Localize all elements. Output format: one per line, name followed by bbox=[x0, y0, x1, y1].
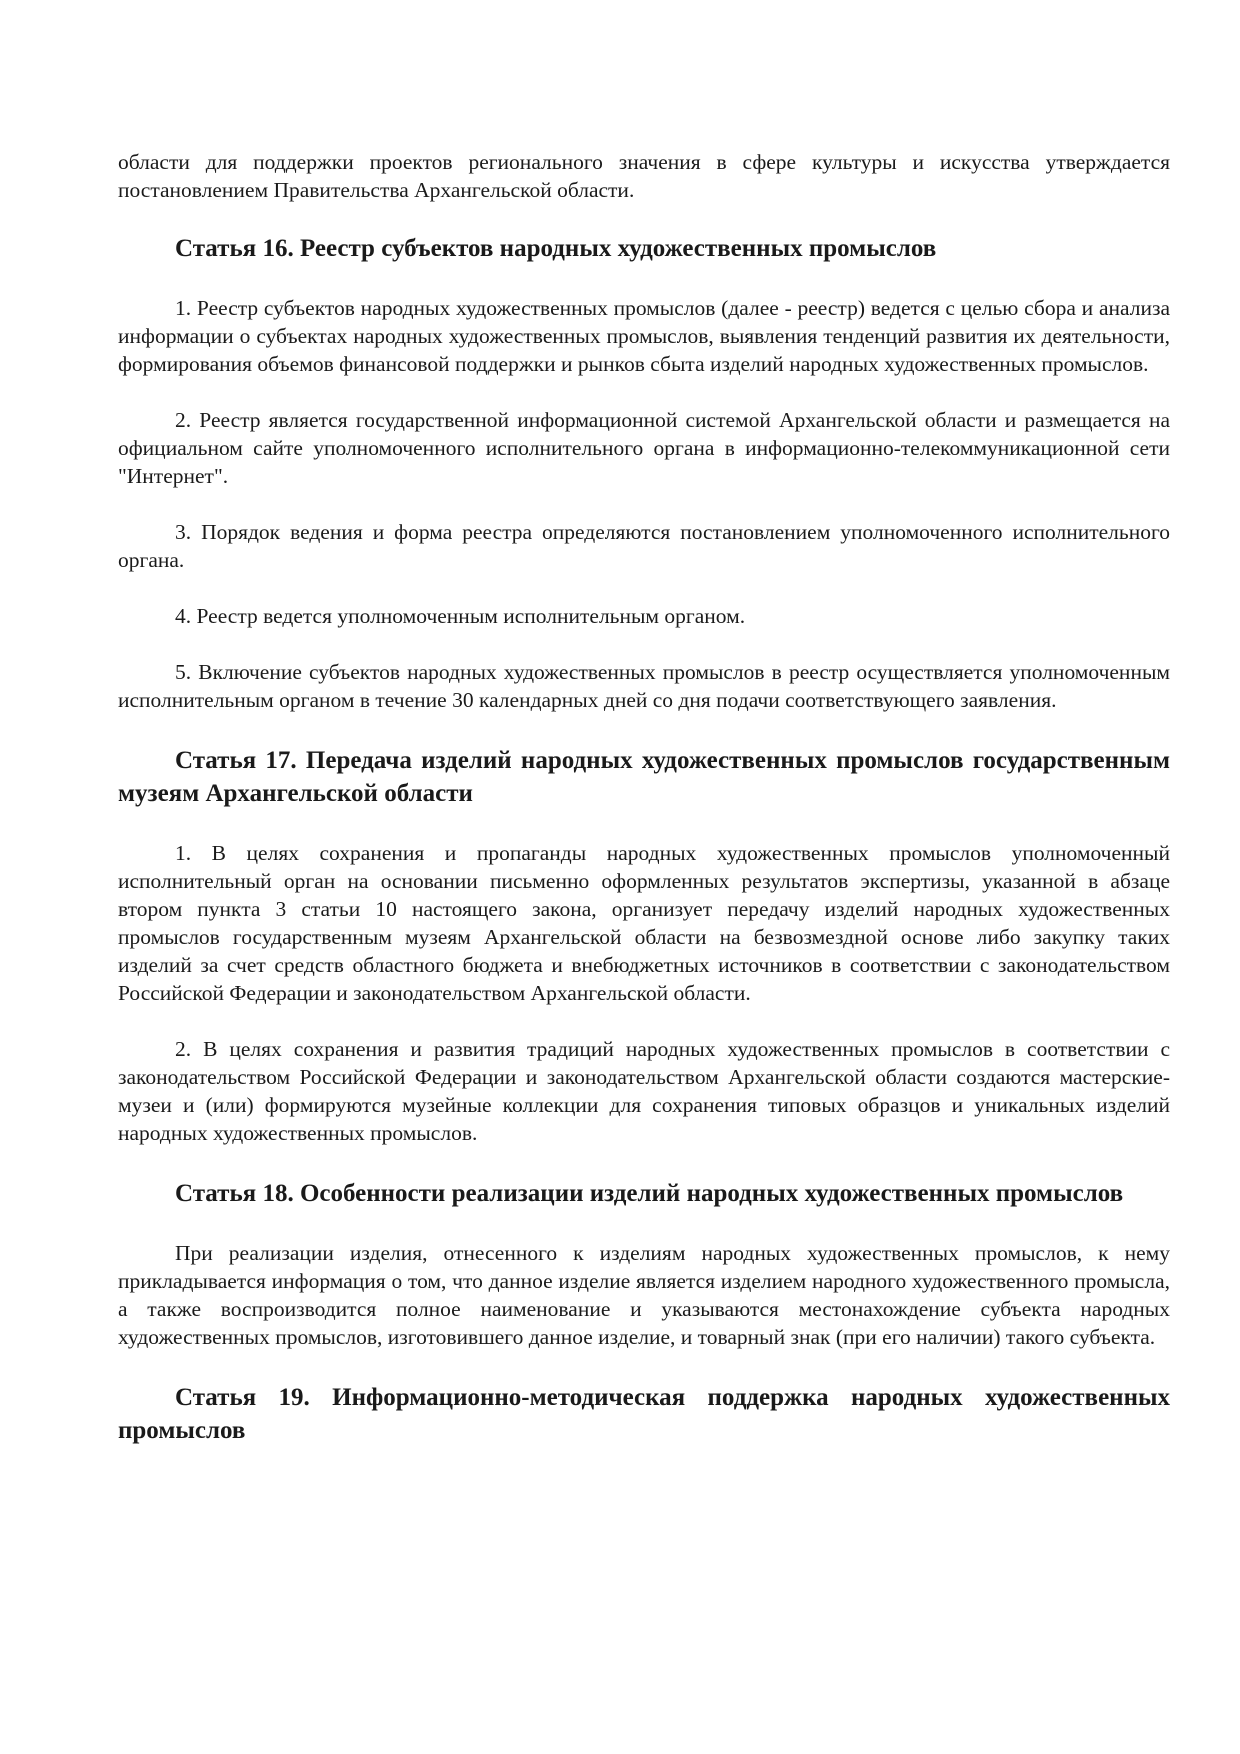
article-17-paragraph-2: 2. В целях сохранения и развития традиций народных художественных промыслов в соответствии с законодательством Российской Федерации и законодательством Архангельской области создаются мастерские-музеи и (или) формируются музейные коллекции для сохранения типовых образцов и уникальных изделий народных художественных промыслов. bbox=[118, 1037, 1170, 1145]
article-16-paragraph-2: 2. Реестр является государственной информационной системой Архангельской области и размещается на официальном сайте уполномоченного исполнительного органа в информационно-телекоммуникационной сети "Интернет". bbox=[118, 408, 1170, 488]
article-16-heading: Статья 16. Реестр субъектов народных художественных промыслов bbox=[175, 235, 937, 262]
article-18-paragraph-1: При реализации изделия, отнесенного к изделиям народных художественных промыслов, к нему прикладывается информация о том, что данное изделие является изделием народного художественного промысла, а также воспроизводится полное наименование и указываются местонахождение субъекта народных художественных промыслов, изготовившего данное изделие, и товарный знак (при его наличии) такого субъекта. bbox=[118, 1241, 1170, 1349]
intro-continuation-paragraph: области для поддержки проектов регионального значения в сфере культуры и искусства утверждается постановлением Правительства Архангельской области. bbox=[118, 150, 1170, 202]
document-page bbox=[118, 148, 1170, 1476]
article-16-paragraph-1: 1. Реестр субъектов народных художественных промыслов (далее - реестр) ведется с целью сбора и анализа информации о субъектах народных художественных промыслов, выявления тенденций развития их деятельности, формирования объемов финансовой поддержки и рынков сбыта изделий народных художественных промыслов. bbox=[118, 296, 1170, 376]
article-16-paragraph-5: 5. Включение субъектов народных художественных промыслов в реестр осуществляется уполномоченным исполнительным органом в течение 30 календарных дней со дня подачи соответствующего заявления. bbox=[118, 660, 1170, 712]
article-17-paragraph-1: 1. В целях сохранения и пропаганды народных художественных промыслов уполномоченный исполнительный орган на основании письменно оформленных результатов экспертизы, указанной в абзаце втором пункта 3 статьи 10 настоящего закона, организует передачу изделий народных художественных промыслов государственным музеям Архангельской области на безвозмездной основе либо закупку таких изделий за счет средств областного бюджета и внебюджетных источников в соответствии с законодательством Российской Федерации и законодательством Архангельской области. bbox=[118, 841, 1170, 1005]
article-16-paragraph-4: 4. Реестр ведется уполномоченным исполнительным органом. bbox=[175, 604, 746, 628]
article-16-paragraph-3: 3. Порядок ведения и форма реестра определяются постановлением уполномоченного исполнительного органа. bbox=[118, 520, 1170, 572]
article-19-heading: Статья 19. Информационно-методическая поддержка народных художественных промыслов bbox=[118, 1384, 1170, 1444]
article-17-heading: Статья 17. Передача изделий народных художественных промыслов государственным музеям Архангельской области bbox=[118, 747, 1170, 807]
article-18-heading: Статья 18. Особенности реализации изделий народных художественных промыслов bbox=[175, 1180, 1124, 1207]
